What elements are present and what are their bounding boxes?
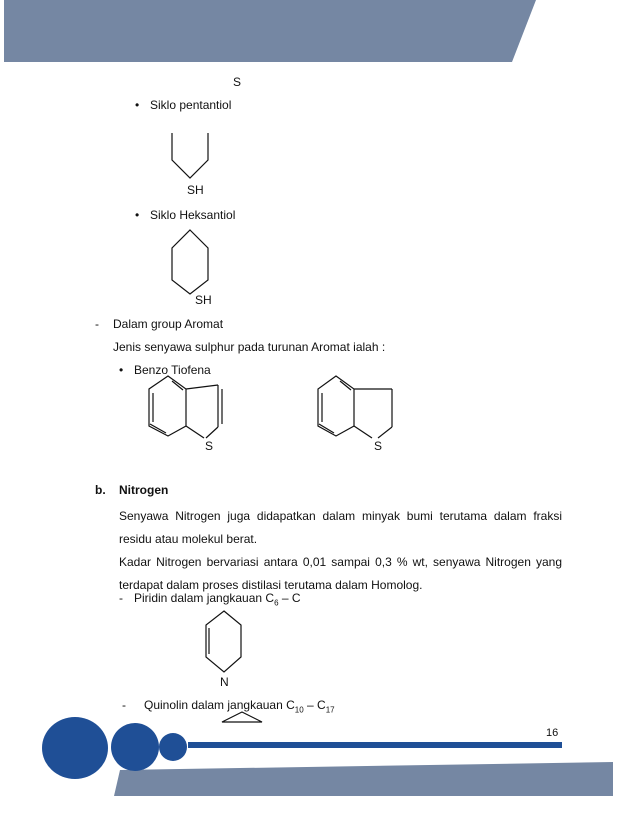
- aromat-heading: Dalam group Aromat: [113, 317, 224, 331]
- page-number: 16: [546, 727, 559, 739]
- sulfur-atom-label: S: [233, 75, 242, 89]
- siklo-pentantiol-label: Siklo pentantiol: [150, 98, 232, 112]
- sulfur-atom-label: S: [205, 439, 214, 453]
- benzo-tiofena-label: Benzo Tiofena: [134, 363, 211, 377]
- cyclohexane-ring: [172, 230, 208, 294]
- section-letter: b.: [95, 483, 106, 497]
- bullet: •: [119, 363, 124, 377]
- piridin-text: Piridin dalam jangkauan C: [134, 591, 275, 605]
- quinolin-text: Quinolin dalam jangkauan C: [144, 698, 295, 712]
- cyclopentane-ring: [172, 133, 208, 178]
- dash: -: [95, 317, 99, 331]
- quinolin-sub-end: 17: [325, 705, 335, 715]
- quinolin-sub-start: 10: [294, 705, 304, 715]
- benzothiophene-right: [318, 376, 392, 438]
- nitrogen-paragraph-2: Kadar Nitrogen bervariasi antara 0,01 sampai 0,3 % wt, senyawa Nitrogen yang terdapat dalam proses distilasi terutama dalam Homolog.: [119, 555, 562, 592]
- nitrogen-heading: Nitrogen: [119, 483, 169, 497]
- thiol-group-label: SH: [187, 183, 204, 197]
- bullet: •: [135, 208, 140, 222]
- siklo-heksantiol-label: Siklo Heksantiol: [150, 208, 236, 222]
- piridin-line: [134, 591, 301, 610]
- dash: -: [122, 698, 126, 712]
- bullet: •: [135, 98, 140, 112]
- sulfur-atom-label: S: [374, 439, 383, 453]
- quinolin-line: [144, 698, 335, 717]
- thiol-group-label: SH: [195, 293, 212, 307]
- dash: -: [119, 591, 123, 605]
- quinolin-mid: – C: [303, 698, 326, 712]
- nitrogen-paragraph-1: Senyawa Nitrogen juga didapatkan dalam minyak bumi terutama dalam fraksi residu atau molekul berat.: [119, 509, 562, 546]
- piridin-sub-start: 6: [274, 598, 279, 608]
- aromat-intro: Jenis senyawa sulphur pada turunan Aromat ialah :: [113, 340, 386, 354]
- benzothiophene-left: [149, 376, 222, 438]
- nitrogen-atom-label: N: [220, 675, 229, 689]
- piridin-mid: – C: [278, 591, 301, 605]
- pyridine-ring: [206, 611, 241, 672]
